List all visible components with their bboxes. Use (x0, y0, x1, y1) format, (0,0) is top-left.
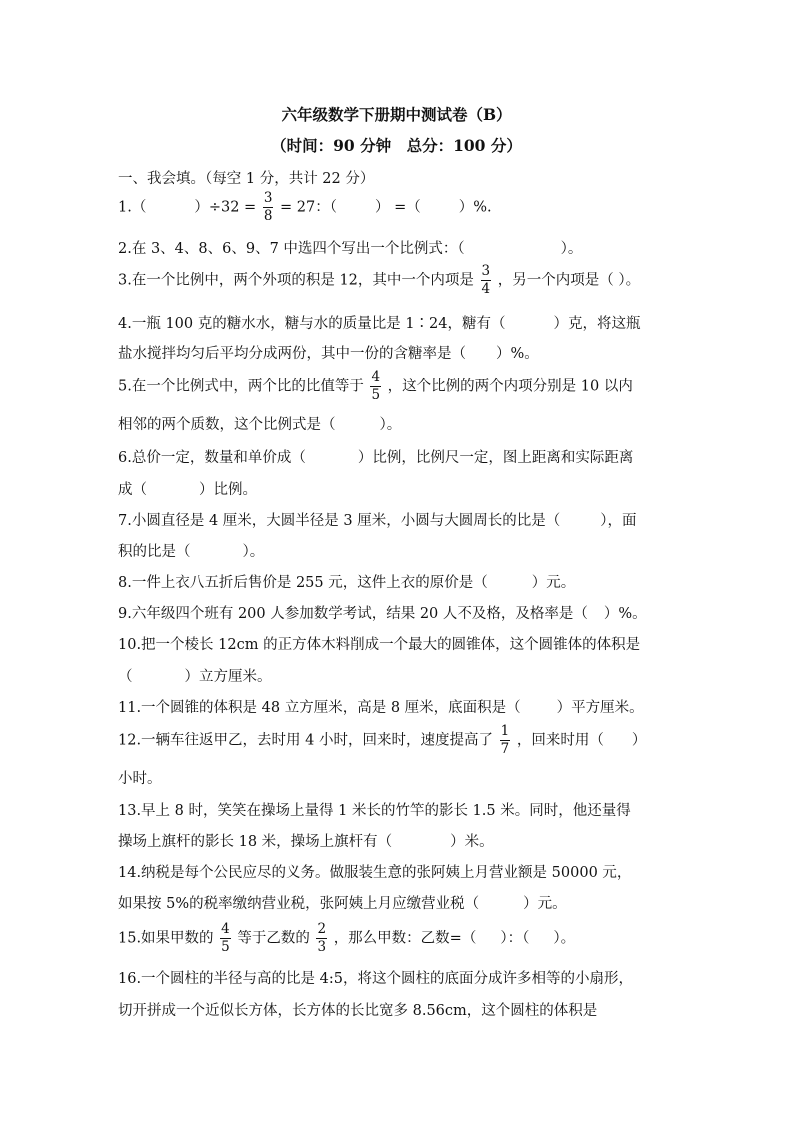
fraction-3-8: $\frac{3}{8}$ (263, 190, 273, 224)
question-5-line-1: 5.在一个比例式中，两个比的比值等于 $\frac{4}{5}$ ，这个比例的两个内项分别是 10 以内 (118, 369, 633, 403)
question-12-line-1: 12.一辆车往返甲乙，去时用 4 小时，回来时，速度提高了 $\frac{1}{7}$ ，回来时用（ ） (118, 723, 647, 757)
section-heading: 一、我会填。（每空 1 分，共计 22 分） (118, 171, 375, 187)
question-7-line-1: 7.小圆直径是 4 厘米，大圆半径是 3 厘米，小圆与大圆周长的比是（ ），面 (118, 513, 637, 529)
question-4-line-1: 4.一瓶 100 克的糖水水，糖与水的质量比是 1∶24，糖有（ ）克，将这瓶 (118, 316, 641, 332)
question-10-line-2: （ ）立方厘米。 (118, 669, 272, 685)
question-3: 3.在一个比例中，两个外项的积是 12，其中一个内项是 $\frac{3}{4}$ ，另一个内项是（ ）。 (118, 263, 641, 297)
question-11: 11.一个圆锥的体积是 48 立方厘米，高是 8 厘米，底面积是（ ）平方厘米。 (118, 700, 644, 716)
question-4-line-2: 盐水搅拌均匀后平均分成两份，其中一份的含糖率是（ ）%。 (118, 346, 539, 362)
question-6-line-2: 成（ ）比例。 (118, 482, 257, 498)
question-12-line-2: 小时。 (118, 771, 162, 787)
fraction-3-4: $\frac{3}{4}$ (481, 263, 491, 297)
fraction-4-5: $\frac{4}{5}$ (221, 921, 230, 955)
question-16-line-2: 切开拼成一个近似长方体，长方体的长比宽多 8.56cm，这个圆柱的体积是 (118, 1003, 598, 1019)
question-14-line-2: 如果按 5%的税率缴纳营业税，张阿姨上月应缴营业税（ ）元。 (118, 896, 567, 912)
question-6-line-1: 6.总价一定，数量和单价成（ ）比例，比例尺一定，图上距离和实际距离 (118, 450, 634, 466)
question-8: 8.一件上衣八五折后售价是 255 元，这件上衣的原价是（ ）元。 (118, 575, 576, 591)
question-15: 15.如果甲数的 $\frac{4}{5}$ 等于乙数的 $\frac{2}{3}$ ，那么甲数：乙数=（ ）：（ ）。 (118, 921, 576, 955)
fraction-1-7: $\frac{1}{7}$ (500, 723, 510, 757)
exam-title: 六年级数学下册期中测试卷（B） (281, 105, 512, 124)
question-13-line-2: 操场上旗杆的影长 18 米，操场上旗杆有（ ）米。 (118, 834, 494, 850)
question-7-line-2: 积的比是（ ）。 (118, 544, 265, 560)
fraction-4-5: $\frac{4}{5}$ (371, 369, 381, 403)
question-1: 1.（ ）÷32 = $\frac{3}{8}$ = 27：（ ） =（ ）%. (118, 190, 492, 224)
question-13-line-1: 13.早上 8 时，笑笑在操场上量得 1 米长的竹竿的影长 1.5 米。同时，他还量得 (118, 803, 631, 819)
question-16-line-1: 16.一个圆柱的半径与高的比是 4:5，将这个圆柱的底面分成许多相等的小扇形， (118, 971, 634, 987)
question-5-line-2: 相邻的两个质数，这个比例式是（ ）。 (118, 417, 402, 433)
exam-subtitle: （时间：90 分钟 总分：100 分） (271, 136, 522, 155)
question-14-line-1: 14.纳税是每个公民应尽的义务。做服装生意的张阿姨上月营业额是 50000 元， (118, 865, 632, 881)
question-9: 9.六年级四个班有 200 人参加数学考试，结果 20 人不及格，及格率是（ ）%。 (118, 606, 647, 622)
question-10-line-1: 10.把一个棱长 12cm 的正方体木料削成一个最大的圆锥体，这个圆锥体的体积是 (118, 637, 641, 653)
question-2: 2.在 3、4、8、6、9、7 中选四个写出一个比例式：（ ）。 (118, 241, 583, 257)
fraction-2-3: $\frac{2}{3}$ (317, 921, 327, 955)
